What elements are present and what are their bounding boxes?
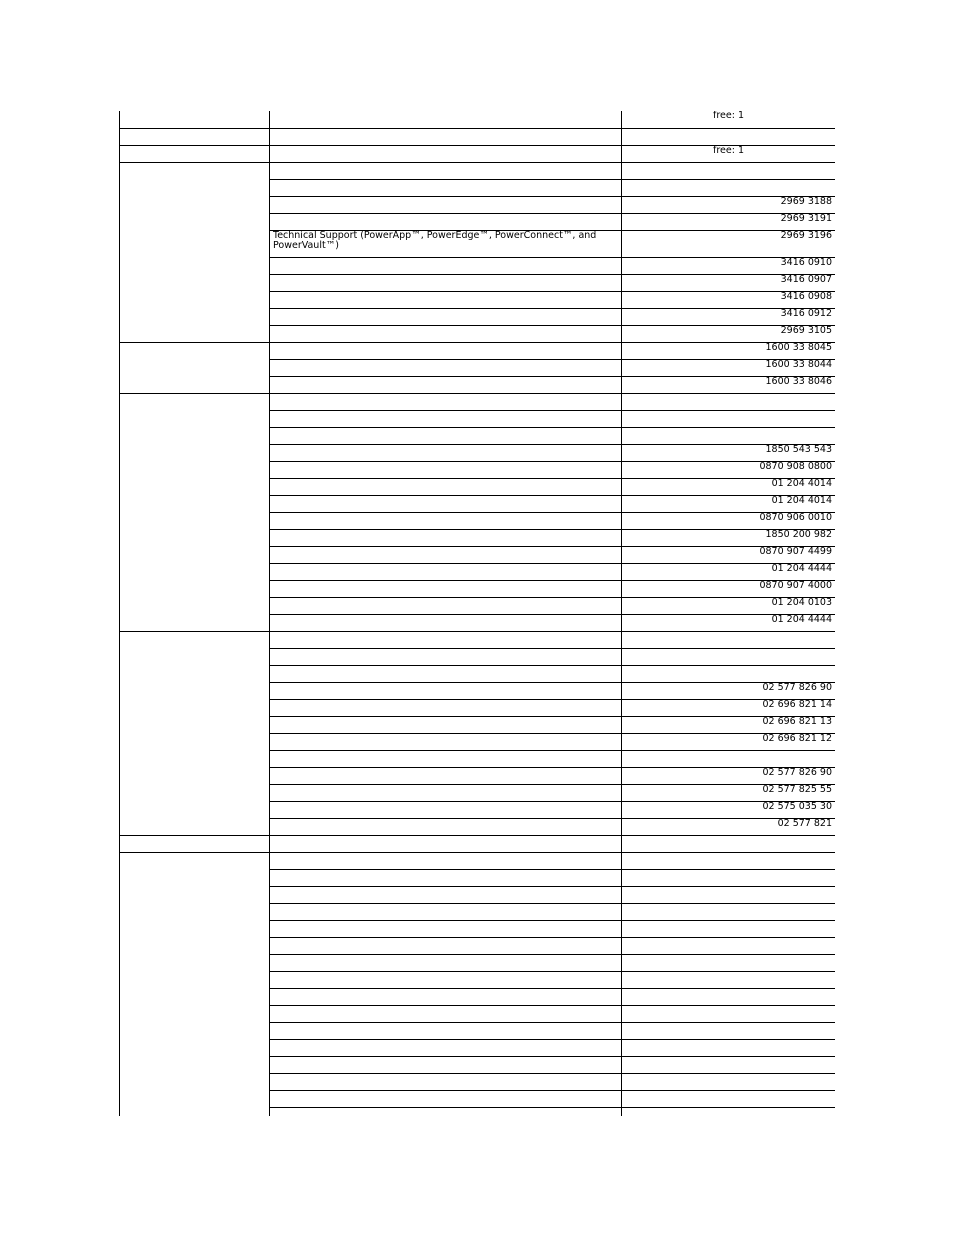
service-description-cell <box>270 410 622 427</box>
service-description-cell <box>270 427 622 444</box>
service-description-cell <box>270 767 622 784</box>
phone-number-cell: 2969 3105 <box>622 325 836 342</box>
service-description-cell <box>270 835 622 852</box>
service-description-cell <box>270 750 622 767</box>
table-row <box>120 835 836 852</box>
phone-number-cell: 3416 0908 <box>622 291 836 308</box>
phone-number-cell <box>622 954 836 971</box>
service-description-cell <box>270 128 622 145</box>
phone-number-cell: 01 204 4014 <box>622 495 836 512</box>
service-description-cell <box>270 495 622 512</box>
service-description-cell <box>270 529 622 546</box>
table-row <box>120 631 836 648</box>
service-description-cell <box>270 903 622 920</box>
service-description-cell <box>270 512 622 529</box>
service-description-cell <box>270 444 622 461</box>
service-description-cell <box>270 648 622 665</box>
phone-number-cell: 02 696 821 12 <box>622 733 836 750</box>
phone-number-cell <box>622 1107 836 1116</box>
service-description-cell <box>270 1090 622 1107</box>
phone-number-cell: 1850 200 982 <box>622 529 836 546</box>
phone-number-cell <box>622 920 836 937</box>
phone-number-cell <box>622 1022 836 1039</box>
phone-number-cell: 2969 3196 <box>622 230 836 257</box>
phone-number-cell: 1850 543 543 <box>622 444 836 461</box>
phone-number-cell <box>622 869 836 886</box>
contact-table-container <box>119 111 835 1116</box>
service-description-cell <box>270 393 622 410</box>
service-description-cell <box>270 1022 622 1039</box>
group-label-cell <box>120 852 270 1116</box>
phone-number-cell <box>622 1005 836 1022</box>
service-description-cell <box>270 291 622 308</box>
phone-number-cell: 3416 0907 <box>622 274 836 291</box>
service-description-cell <box>270 1073 622 1090</box>
service-description-cell <box>270 376 622 393</box>
group-label-cell <box>120 111 270 128</box>
service-description-cell <box>270 179 622 196</box>
service-description-cell <box>270 733 622 750</box>
phone-number-cell: 3416 0912 <box>622 308 836 325</box>
phone-number-cell: 02 577 826 90 <box>622 767 836 784</box>
table-row <box>120 128 836 145</box>
phone-number-cell: 0870 907 4000 <box>622 580 836 597</box>
service-description-cell <box>270 716 622 733</box>
service-description-cell <box>270 1107 622 1116</box>
phone-number-cell: 0870 908 0800 <box>622 461 836 478</box>
phone-number-cell <box>622 886 836 903</box>
phone-number-cell <box>622 852 836 869</box>
contact-numbers-table <box>119 111 835 1116</box>
contact-table-body <box>120 111 836 1116</box>
service-description-cell <box>270 852 622 869</box>
phone-number-cell: 02 577 826 90 <box>622 682 836 699</box>
group-label-cell <box>120 393 270 631</box>
phone-number-cell: free: 1 <box>622 145 836 162</box>
phone-number-cell: 01 204 4444 <box>622 563 836 580</box>
service-description-cell <box>270 563 622 580</box>
phone-number-cell: 2969 3191 <box>622 213 836 230</box>
service-description-cell <box>270 257 622 274</box>
phone-number-cell: 02 577 825 55 <box>622 784 836 801</box>
phone-number-cell: 0870 907 4499 <box>622 546 836 563</box>
phone-number-cell: 0870 906 0010 <box>622 512 836 529</box>
group-label-cell <box>120 342 270 393</box>
phone-number-cell <box>622 1073 836 1090</box>
service-description-cell <box>270 546 622 563</box>
phone-number-cell <box>622 410 836 427</box>
service-description-cell <box>270 461 622 478</box>
service-description-cell <box>270 784 622 801</box>
service-description-cell <box>270 196 622 213</box>
phone-number-cell: 1600 33 8045 <box>622 342 836 359</box>
service-description-cell <box>270 801 622 818</box>
group-label-cell <box>120 145 270 162</box>
service-description-cell <box>270 1039 622 1056</box>
service-description-cell <box>270 886 622 903</box>
service-description-cell <box>270 111 622 128</box>
phone-number-cell <box>622 179 836 196</box>
phone-number-cell: 02 696 821 13 <box>622 716 836 733</box>
table-row <box>120 162 836 179</box>
service-description-cell <box>270 213 622 230</box>
service-description-cell <box>270 162 622 179</box>
service-description-cell <box>270 597 622 614</box>
phone-number-cell <box>622 1056 836 1073</box>
service-description-cell <box>270 274 622 291</box>
phone-number-cell <box>622 427 836 444</box>
service-description-cell <box>270 614 622 631</box>
service-description-cell <box>270 920 622 937</box>
service-description-cell: Technical Support (PowerApp™, PowerEdge™, PowerConnect™, and PowerVault™) <box>270 230 622 257</box>
service-description-cell <box>270 665 622 682</box>
phone-number-cell: 1600 33 8044 <box>622 359 836 376</box>
phone-number-cell: 1600 33 8046 <box>622 376 836 393</box>
phone-number-cell <box>622 1039 836 1056</box>
phone-number-cell <box>622 903 836 920</box>
phone-number-cell: 02 575 035 30 <box>622 801 836 818</box>
service-description-cell <box>270 631 622 648</box>
service-description-cell <box>270 342 622 359</box>
service-description-cell <box>270 580 622 597</box>
service-description-cell <box>270 1005 622 1022</box>
phone-number-cell <box>622 937 836 954</box>
service-description-cell <box>270 1056 622 1073</box>
phone-number-cell <box>622 988 836 1005</box>
phone-number-cell <box>622 835 836 852</box>
phone-number-cell: 2969 3188 <box>622 196 836 213</box>
table-row <box>120 852 836 869</box>
service-description-cell <box>270 359 622 376</box>
phone-number-cell: 02 577 821 <box>622 818 836 835</box>
phone-number-cell <box>622 631 836 648</box>
service-description-cell <box>270 988 622 1005</box>
phone-number-cell <box>622 1090 836 1107</box>
service-description-cell <box>270 145 622 162</box>
service-description-cell <box>270 869 622 886</box>
service-description-cell <box>270 971 622 988</box>
phone-number-cell <box>622 393 836 410</box>
table-row <box>120 145 836 162</box>
table-row <box>120 111 836 128</box>
phone-number-cell <box>622 665 836 682</box>
phone-number-cell <box>622 128 836 145</box>
phone-number-cell <box>622 750 836 767</box>
group-label-cell <box>120 162 270 342</box>
phone-number-cell: free: 1 <box>622 111 836 128</box>
service-description-cell <box>270 954 622 971</box>
phone-number-cell: 01 204 4444 <box>622 614 836 631</box>
phone-number-cell: 01 204 0103 <box>622 597 836 614</box>
service-description-cell <box>270 682 622 699</box>
service-description-cell <box>270 308 622 325</box>
phone-number-cell: 02 696 821 14 <box>622 699 836 716</box>
service-description-cell <box>270 478 622 495</box>
service-description-cell <box>270 325 622 342</box>
service-description-cell <box>270 818 622 835</box>
group-label-cell <box>120 835 270 852</box>
phone-number-cell: 01 204 4014 <box>622 478 836 495</box>
phone-number-cell <box>622 971 836 988</box>
group-label-cell <box>120 128 270 145</box>
phone-number-cell <box>622 162 836 179</box>
table-row <box>120 393 836 410</box>
service-description-cell <box>270 937 622 954</box>
phone-number-cell: 3416 0910 <box>622 257 836 274</box>
service-description-cell <box>270 699 622 716</box>
phone-number-cell <box>622 648 836 665</box>
table-row <box>120 342 836 359</box>
group-label-cell <box>120 631 270 835</box>
